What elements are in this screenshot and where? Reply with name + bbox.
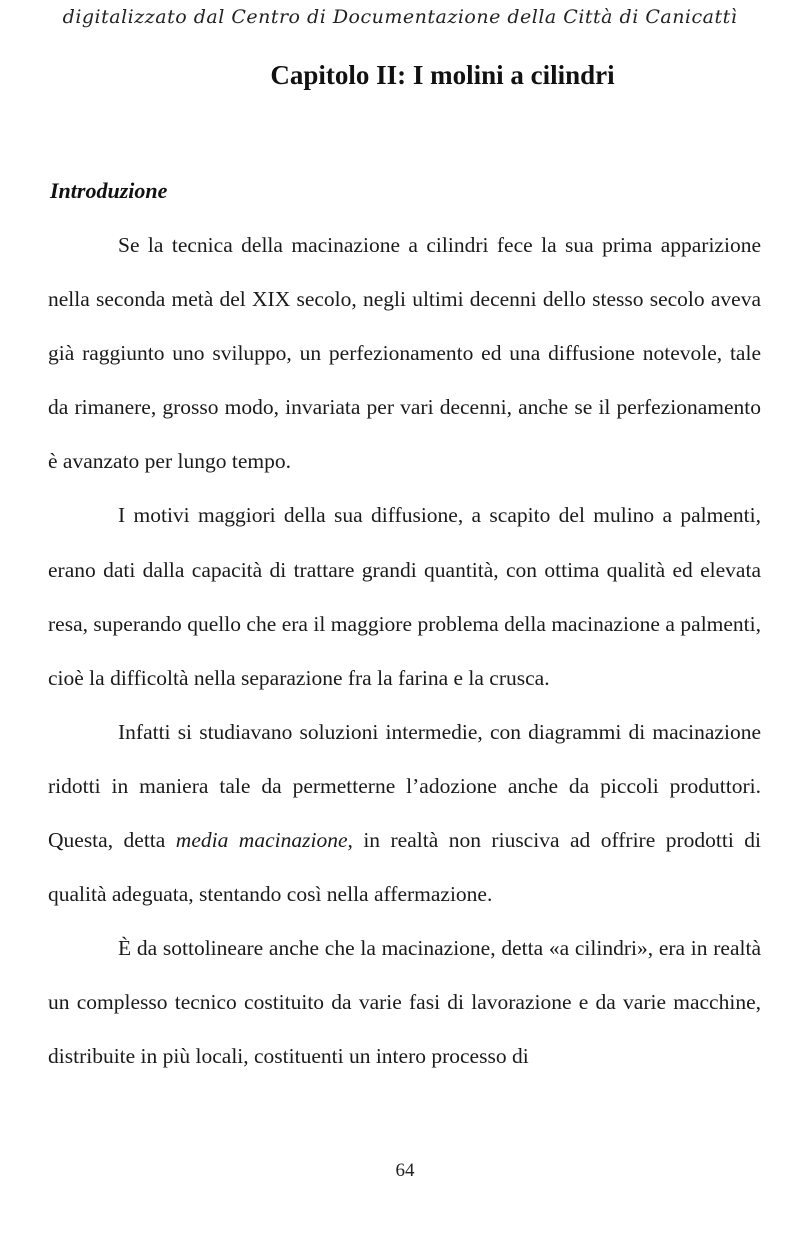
paragraph-2: I motivi maggiori della sua diffusione, a scapito del mulino a palmenti, erano dati dalla capacità di trattare grandi quantità, con ottima qualità ed elevata resa, superando quello che era il maggiore problema della macinazione a palmenti, cioè la difficoltà nella separazione fra la farina e la crusca. — [48, 503, 761, 690]
section-heading: Introduzione — [50, 178, 168, 203]
chapter-title: Capitolo II: I molini a cilindri — [270, 60, 615, 90]
emphasized-term: media macinazione — [175, 828, 348, 853]
paragraph-3-before: Infatti si studiavano soluzioni intermedie, con diagrammi di macinazione ridotti in maniera tale da permetterne l’adozione anche da piccoli produttori. Questa, detta — [48, 719, 761, 853]
page-number: 64 — [395, 1160, 415, 1181]
paragraph-4: È da sottolineare anche che la macinazione, detta «a cilindri», era in realtà un complesso tecnico costituito da varie fasi di lavorazione e da varie macchine, distribuite in più locali, costituenti un intero processo di — [48, 936, 761, 1069]
body-text — [48, 218, 761, 1084]
paragraph-3 — [48, 705, 761, 921]
paragraph-3-after: , in realtà non riusciva ad offrire prodotti di qualità adeguata, stentando così nella affermazione. — [48, 828, 761, 907]
digitization-watermark: digitalizzato dal Centro di Documentazione della Città di Canicattì — [62, 6, 738, 28]
paragraph-1: Se la tecnica della macinazione a cilindri fece la sua prima apparizione nella seconda metà del XIX secolo, negli ultimi decenni dello stesso secolo aveva già raggiunto uno sviluppo, un perfezionamento ed una diffusione notevole, tale da rimanere, grosso modo, invariata per vari decenni, anche se il perfezionamento è avanzato per lungo tempo. — [48, 233, 761, 474]
